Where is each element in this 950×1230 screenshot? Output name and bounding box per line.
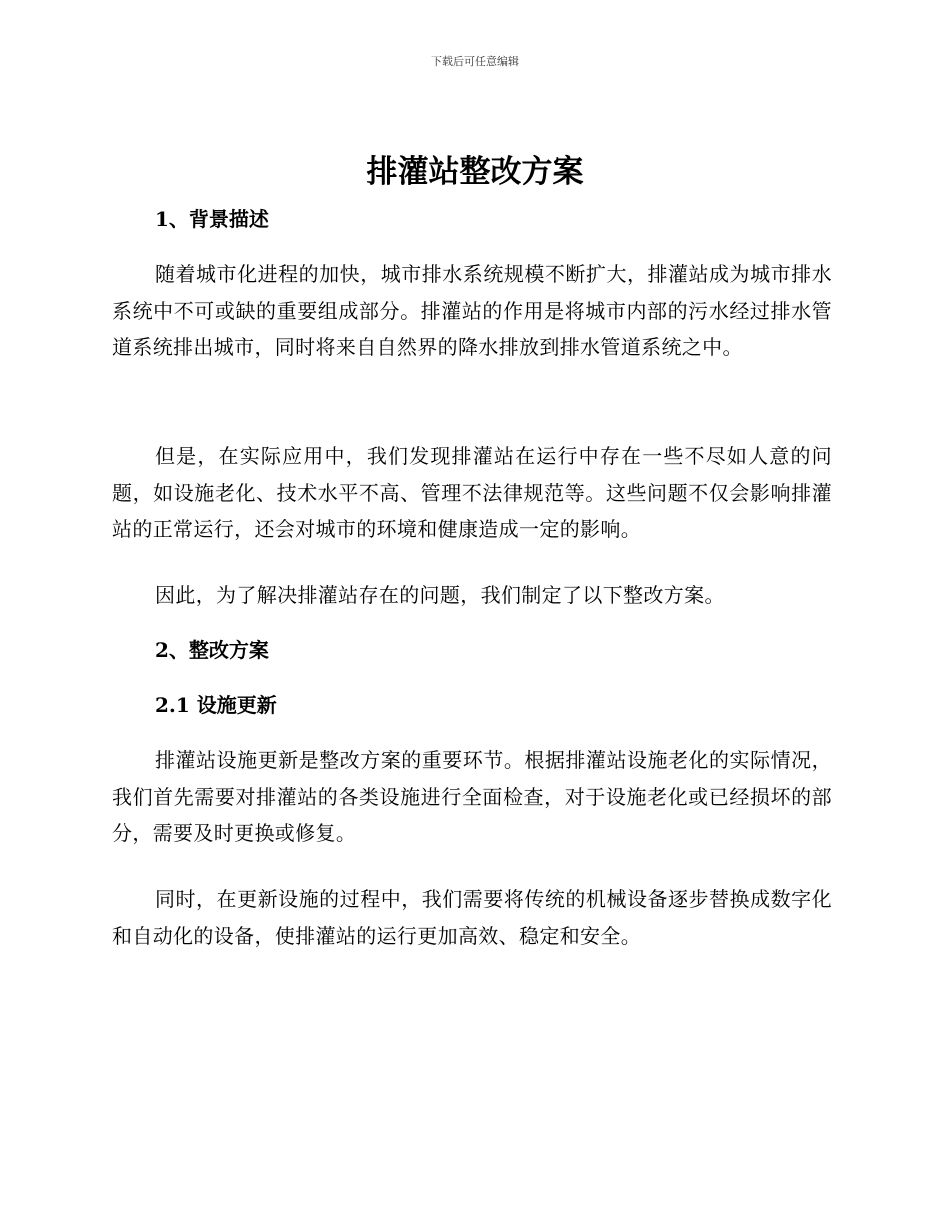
page-header-note: 下载后可任意编辑 (431, 55, 519, 68)
section-heading-background: 1、背景描述 (155, 207, 269, 231)
paragraph: 因此，为了解决排灌站存在的问题，我们制定了以下整改方案。 (155, 583, 725, 607)
subsection-2-1-paragraph-1-block (112, 742, 832, 852)
subsection-2-1-block (112, 687, 832, 723)
section-heading-plan: 2、整改方案 (155, 638, 269, 662)
subsection-2-1-paragraph-2-block (112, 881, 832, 954)
paragraph: 排灌站设施更新是整改方案的重要环节。根据排灌站设施老化的实际情况，我们首先需要对排灌站的各类设施进行全面检查，对于设施老化或已经损坏的部分，需要及时更换或修复。 (112, 748, 832, 845)
section-2-block (112, 632, 832, 668)
paragraph: 同时，在更新设施的过程中，我们需要将传统的机械设备逐步替换成数字化和自动化的设备，使排灌站的运行更加高效、稳定和安全。 (112, 887, 832, 948)
section-1-paragraph-2-block (112, 438, 832, 548)
paragraph: 随着城市化进程的加快，城市排水系统规模不断扩大，排灌站成为城市排水系统中不可或缺的重要组成部分。排灌站的作用是将城市内部的污水经过排水管道系统排出城市，同时将来自自然界的降水排放到排水管道系统之中。 (112, 262, 832, 359)
paragraph: 但是，在实际应用中，我们发现排灌站在运行中存在一些不尽如人意的问题，如设施老化、技术水平不高、管理不法律规范等。这些问题不仅会影响排灌站的正常运行，还会对城市的环境和健康造成一定的影响。 (112, 444, 832, 541)
section-1-paragraph-3-block (112, 577, 832, 614)
subsection-heading-facility-update: 2.1 设施更新 (155, 693, 277, 717)
document-title: 排灌站整改方案 (366, 154, 584, 190)
section-1-paragraph-1-block (112, 256, 832, 366)
section-1-block (112, 201, 832, 237)
